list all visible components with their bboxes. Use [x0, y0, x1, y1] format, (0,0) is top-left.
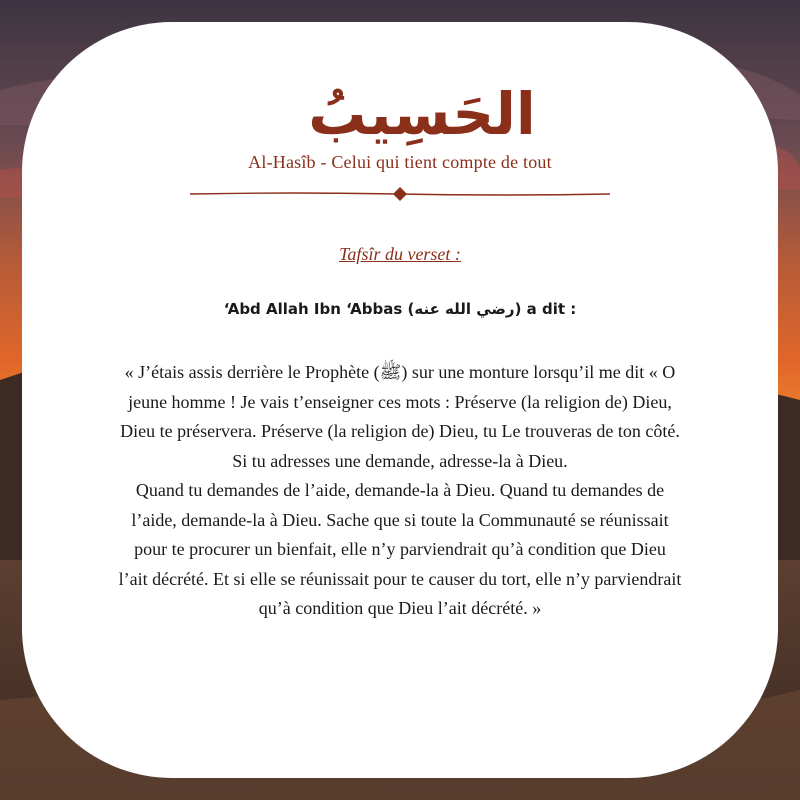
diamond-icon [393, 187, 407, 201]
calligraphy-logo-image [308, 62, 536, 162]
hadith-line: l’ait décrété. Et si elle se réunissait pour te causer du tort, elle n’y parviendrait [118, 568, 682, 589]
narrator-line: ‘Abd Allah Ibn ‘Abbas (رضي الله عنه) a dit : [223, 300, 577, 318]
hadith-text [68, 358, 732, 624]
hadith-line: Quand tu demandes de l’aide, demande-la à Dieu. Quand tu demandes de [135, 480, 665, 500]
name-subtitle: Al-Hasîb - Celui qui tient compte de tout [248, 152, 552, 172]
hadith-line: pour te procurer un bienfait, elle n’y parviendrait qu’à condition que Dieu [134, 539, 666, 559]
arabic-name-text: الحَسِيبُ [308, 80, 536, 148]
hadith-line: qu’à condition que Dieu l’ait décrété. » [258, 598, 542, 618]
hadith-line: jeune homme ! Je vais t’enseigner ces mots : Préserve (la religion de) Dieu, [128, 391, 672, 412]
hadith-line: « J’étais assis derrière le Prophète (ﷺ) sur une monture lorsqu’il me dit « O [124, 362, 676, 382]
hadith-line: l’aide, demande-la à Dieu. Sache que si toute la Communauté se réunissait [131, 509, 669, 530]
section-heading: Tafsîr du verset : [339, 244, 461, 264]
al-hasib-calligraphy [308, 62, 536, 162]
content-card [22, 22, 778, 778]
hadith-line: Si tu adresses une demande, adresse-la à Dieu. [232, 450, 568, 471]
ornament-divider [190, 184, 610, 204]
hadith-line: Dieu te préservera. Préserve (la religion de) Dieu, tu Le trouveras de ton côté. [120, 421, 680, 441]
